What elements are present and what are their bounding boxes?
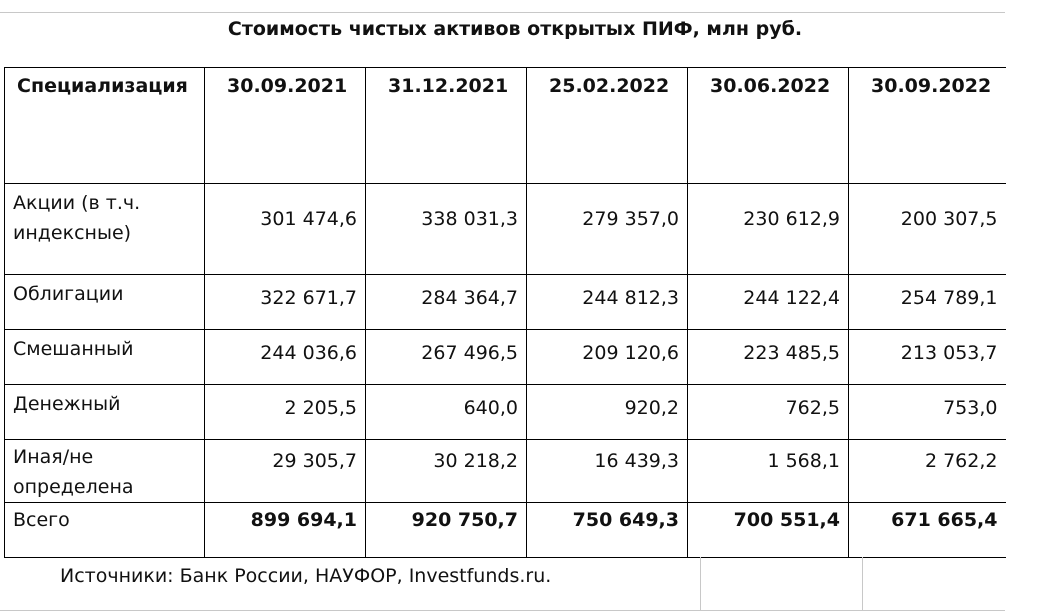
cell-value: 2 762,2 xyxy=(849,440,1006,503)
table-row xyxy=(5,275,1006,330)
footer xyxy=(0,557,1005,611)
row-category: Облигации xyxy=(5,275,205,330)
cell-value: 29 305,7 xyxy=(205,440,366,503)
cell-value: 750 649,3 xyxy=(527,503,688,558)
header-date: 31.12.2021 xyxy=(366,68,527,184)
header-date: 30.06.2022 xyxy=(688,68,849,184)
source-note: Источники: Банк России, НАУФОР, Investfunds.ru. xyxy=(60,565,552,587)
cell-value: 16 439,3 xyxy=(527,440,688,503)
cell-value: 338 031,3 xyxy=(366,184,527,275)
cell-value: 640,0 xyxy=(366,385,527,440)
row-category: Иная/не определена xyxy=(5,440,205,503)
row-category: Смешанный xyxy=(5,330,205,385)
page-title: Стоимость чистых активов открытых ПИФ, млн руб. xyxy=(227,18,803,40)
cell-value: 223 485,5 xyxy=(688,330,849,385)
table-row xyxy=(5,330,1006,385)
table-row xyxy=(5,440,1006,503)
table-row-total xyxy=(5,503,1006,558)
cell-value: 284 364,7 xyxy=(366,275,527,330)
cell-value: 2 205,5 xyxy=(205,385,366,440)
cell-value: 254 789,1 xyxy=(849,275,1006,330)
cell-value: 244 812,3 xyxy=(527,275,688,330)
header-date: 30.09.2022 xyxy=(849,68,1006,184)
table-row xyxy=(5,385,1006,440)
cell-value: 700 551,4 xyxy=(688,503,849,558)
cell-value: 920 750,7 xyxy=(366,503,527,558)
cell-value: 213 053,7 xyxy=(849,330,1006,385)
row-category: Денежный xyxy=(5,385,205,440)
cell-value: 920,2 xyxy=(527,385,688,440)
cell-value: 244 122,4 xyxy=(688,275,849,330)
header-date: 30.09.2021 xyxy=(205,68,366,184)
header-category: Специализация xyxy=(5,68,205,184)
top-rule xyxy=(0,12,1005,13)
cell-value: 244 036,6 xyxy=(205,330,366,385)
header-date: 25.02.2022 xyxy=(527,68,688,184)
cell-value: 209 120,6 xyxy=(527,330,688,385)
cell-value: 267 496,5 xyxy=(366,330,527,385)
cell-value: 322 671,7 xyxy=(205,275,366,330)
divider xyxy=(700,557,701,610)
row-category: Акции (в т.ч. индексные) xyxy=(5,184,205,275)
cell-value: 753,0 xyxy=(849,385,1006,440)
cell-value: 230 612,9 xyxy=(688,184,849,275)
divider xyxy=(862,557,863,610)
cell-value: 200 307,5 xyxy=(849,184,1006,275)
cell-value: 671 665,4 xyxy=(849,503,1006,558)
nav-table xyxy=(4,67,1006,558)
cell-value: 762,5 xyxy=(688,385,849,440)
cell-value: 899 694,1 xyxy=(205,503,366,558)
row-category: Всего xyxy=(5,503,205,558)
table-row xyxy=(5,184,1006,275)
cell-value: 1 568,1 xyxy=(688,440,849,503)
cell-value: 279 357,0 xyxy=(527,184,688,275)
header-row xyxy=(5,68,1006,184)
cell-value: 30 218,2 xyxy=(366,440,527,503)
cell-value: 301 474,6 xyxy=(205,184,366,275)
